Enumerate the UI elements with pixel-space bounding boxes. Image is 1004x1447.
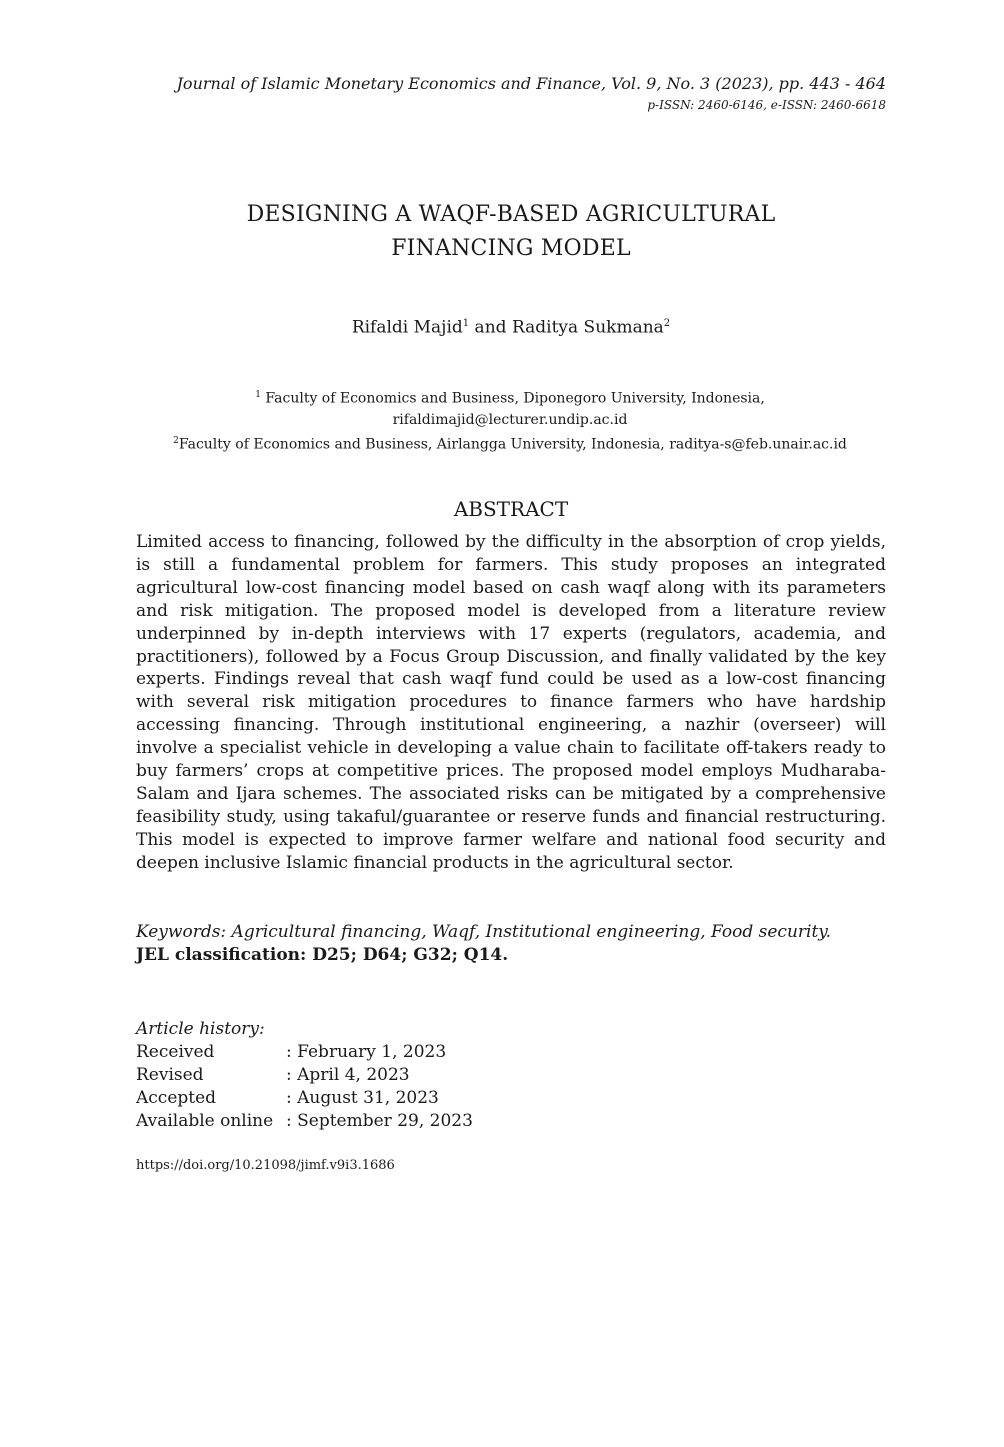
history-row [136, 1110, 473, 1133]
author-list [136, 311, 886, 341]
history-key: Revised [136, 1065, 204, 1085]
abstract-text: Limited access to financing, followed by the difficulty in the absorption of crop yields, is still a fundamental problem for farmers. This study proposes an integrated agricultural low-cost financing model based on cash waqf along with its parameters and risk mitigation. The proposed model is developed from a literature review underpinned by in-depth interviews with 17 experts (regulators, academia, and practitioners), followed by a Focus Group Discussion, and finally validated by the key experts. Findings reveal that cash waqf fund could be used as a low-cost financing with several risk mitigation procedures to finance farmers who have hardship accessing financing. Through institutional engineering, a nazhir (overseer) will involve a specialist vehicle in developing a value chain to facilitate off-takers ready to buy farmers’ crops at competitive prices. The proposed model employs Mudharaba-Salam and Ijara schemes. The associated risks can be mitigated by a comprehensive feasibility study, using takaful/guarantee or reserve funds and financial restructuring. This model is expected to improve farmer welfare and national food security and deepen inclusive Islamic financial products in the agricultural sector. [136, 532, 886, 873]
paper-title [136, 198, 886, 266]
title-line-2: FINANCING MODEL [391, 236, 631, 261]
history-row [136, 1064, 473, 1087]
author-1-name: Rifaldi Majid [351, 317, 463, 338]
history-key: Available online [136, 1111, 274, 1131]
article-history-label: Article history: [136, 1019, 265, 1039]
abstract-heading: ABSTRACT [453, 497, 569, 521]
history-value: : February 1, 2023 [286, 1042, 447, 1062]
history-row [136, 1087, 473, 1110]
keywords-block [136, 921, 886, 967]
doi-link[interactable]: https://doi.org/10.21098/jimf.v9i3.1686 [136, 1158, 395, 1173]
affiliation-2 [100, 431, 920, 456]
title-line-1: DESIGNING A WAQF-BASED AGRICULTURAL [246, 202, 776, 227]
affiliation-2-text: Faculty of Economics and Business, Airlangga University, Indonesia, raditya-s@feb.unair.ac.id [178, 436, 847, 453]
history-key: Accepted [136, 1088, 217, 1108]
article-history [136, 1018, 473, 1133]
affiliation-2-mark: 2 [173, 435, 179, 446]
author-1-affiliation-mark: 1 [462, 318, 470, 329]
jel-classification: JEL classification: D25; D64; G32; Q14. [136, 945, 509, 965]
affiliation-1 [100, 385, 920, 410]
affiliation-1-mark: 1 [255, 390, 261, 400]
author-conjunction: and [469, 317, 512, 338]
affiliation-1-email: rifaldimajid@lecturer.undip.ac.id [392, 411, 628, 428]
history-value: : August 31, 2023 [286, 1088, 439, 1108]
issn-line: p-ISSN: 2460-6146, e-ISSN: 2460-6618 [647, 98, 886, 112]
article-history-table [136, 1041, 473, 1133]
history-row [136, 1041, 473, 1064]
author-2-affiliation-mark: 2 [663, 318, 671, 329]
running-head [177, 72, 886, 114]
journal-citation: Journal of Islamic Monetary Economics and Finance, Vol. 9, No. 3 (2023), pp. 443 - 464 [176, 74, 886, 93]
author-2-name: Raditya Sukmana [511, 317, 664, 338]
keywords-line: Keywords: Agricultural financing, Waqf, Institutional engineering, Food security. [136, 922, 832, 942]
history-value: : April 4, 2023 [286, 1065, 410, 1085]
affiliation-1-text: Faculty of Economics and Business, Diponegoro University, Indonesia, [260, 390, 765, 407]
history-key: Received [136, 1042, 215, 1062]
history-value: : September 29, 2023 [286, 1111, 473, 1131]
affiliations [100, 385, 920, 455]
